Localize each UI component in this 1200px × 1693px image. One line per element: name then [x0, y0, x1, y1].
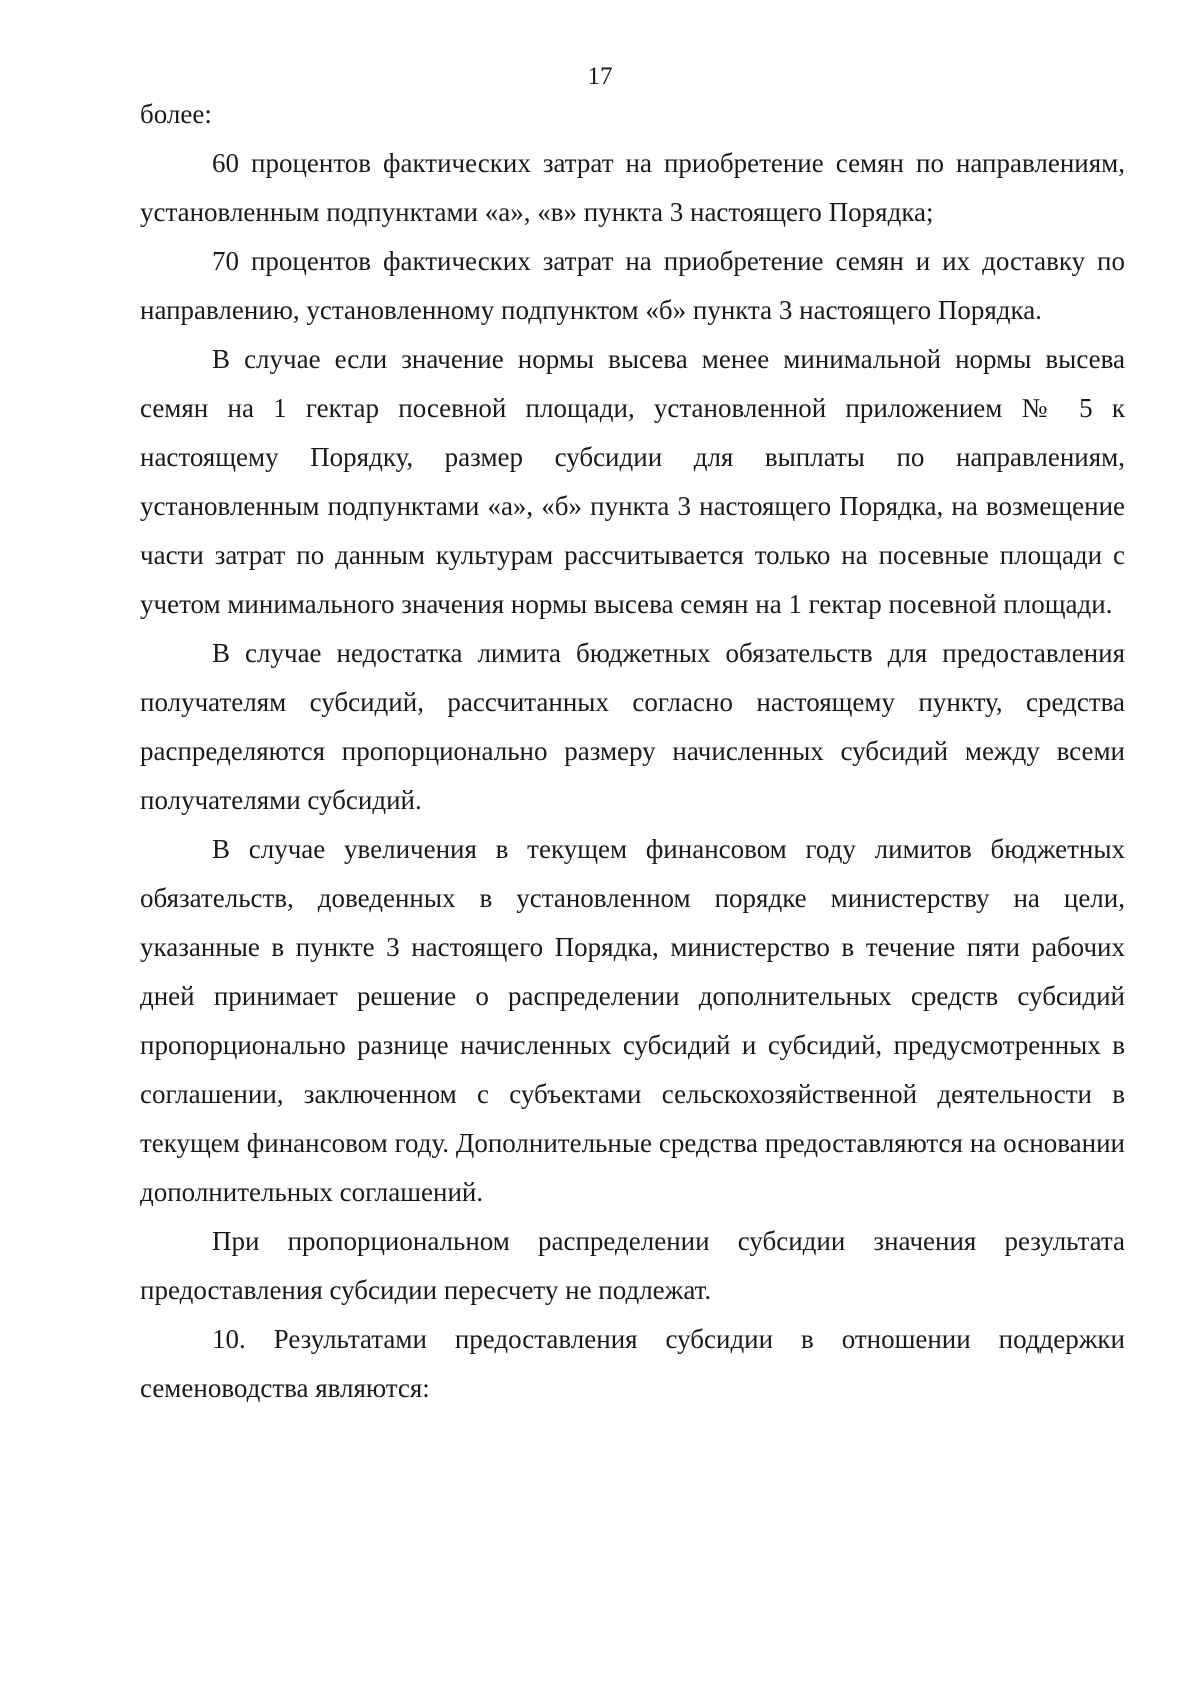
- paragraph-budget-increase: В случае увеличения в текущем финансовом году лимитов бюджетных обязательств, доведенных в установленном порядке министерству на цели, указанные в пункте 3 настоящего Порядка, министерство в течение пяти рабочих дней принимает решение о распределении дополнительных средств субсидий пропорционально разнице начисленных субсидий и субсидий, предусмотренных в соглашении, заключенном с субъектами сельскохозяйственной деятельности в текущем финансовом году. Дополнительные средства предоставляются на основании дополнительных соглашений.: [140, 834, 1125, 1207]
- paragraph-continuation: более:: [140, 99, 212, 129]
- paragraph-seventy-percent: 70 процентов фактических затрат на приобретение семян и их доставку по направлению, установленному подпунктом «б» пункта 3 настоящего Порядка.: [140, 246, 1125, 325]
- paragraph-item-10: 10. Результатами предоставления субсидии в отношении поддержки семеноводства являются:: [140, 1324, 1125, 1403]
- paragraph-seeding-norm: В случае если значение нормы высева менее минимальной нормы высева семян на 1 гектар посевной площади, установленной приложением № 5 к настоящему Порядку, размер субсидии для выплаты по направлениям, установленным подпунктами «а», «б» пункта 3 настоящего Порядка, на возмещение части затрат по данным культурам рассчитывается только на посевные площади с учетом минимального значения нормы высева семян на 1 гектар посевной площади.: [140, 344, 1125, 619]
- paragraph-sixty-percent: 60 процентов фактических затрат на приобретение семян по направлениям, установленным подпунктами «а», «в» пункта 3 настоящего Порядка;: [140, 148, 1125, 227]
- page-number: 17: [587, 63, 613, 90]
- document-body: [140, 90, 1125, 1413]
- paragraph-budget-shortage: В случае недостатка лимита бюджетных обязательств для предоставления получателям субсидий, рассчитанных согласно настоящему пункту, средства распределяются пропорционально размеру начисленных субсидий между всеми получателями субсидий.: [140, 638, 1125, 815]
- paragraph-proportional-distribution: При пропорциональном распределении субсидии значения результата предоставления субсидии пересчету не подлежат.: [140, 1226, 1125, 1305]
